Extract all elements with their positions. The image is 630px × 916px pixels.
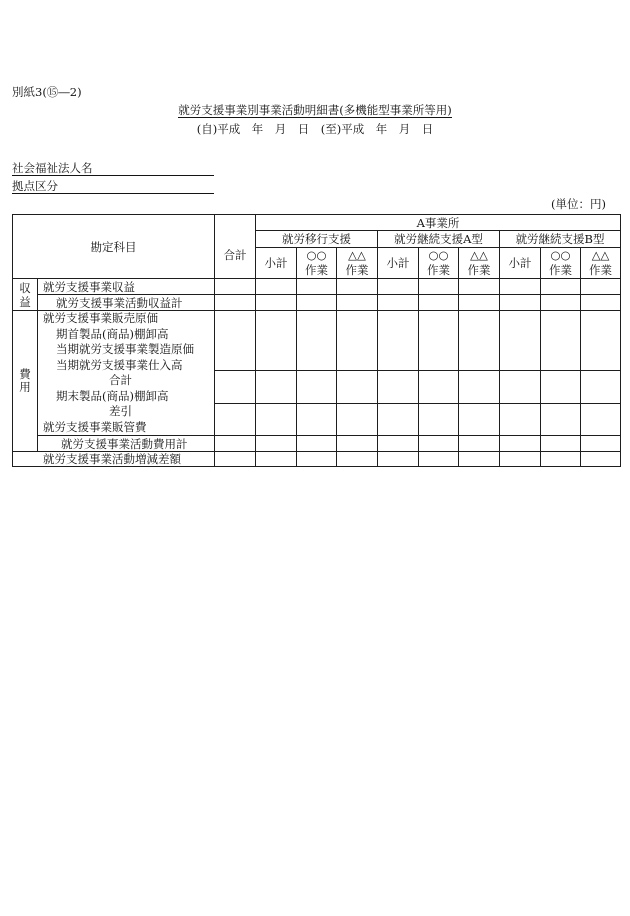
- total-header: 合計: [215, 215, 256, 279]
- header-row-office: [13, 215, 621, 231]
- work-triangle-header: [337, 248, 378, 279]
- amount-cell: [297, 404, 337, 436]
- amount-cell: [500, 452, 541, 467]
- work-circle-mark: ○○: [428, 248, 449, 262]
- amount-cell: [215, 295, 256, 311]
- amount-cell: [256, 279, 297, 295]
- amount-cell: [541, 371, 581, 404]
- amount-cell: [419, 371, 459, 404]
- amount-cell: [419, 452, 459, 467]
- amount-cell: [297, 371, 337, 404]
- expense-items-block: [38, 311, 215, 436]
- work-circle-header: [419, 248, 459, 279]
- work-triangle-word: 作業: [589, 263, 613, 277]
- expense-line-purchases: 当期就労支援事業仕入高: [56, 357, 183, 372]
- amount-cell: [581, 436, 621, 452]
- amount-cell: [419, 404, 459, 436]
- work-triangle-header: [581, 248, 621, 279]
- work-triangle-mark: △△: [348, 248, 366, 262]
- amount-cell: [419, 436, 459, 452]
- amount-cell: [256, 371, 297, 404]
- amount-cell: [541, 452, 581, 467]
- subtotal-header: 小計: [378, 248, 419, 279]
- amount-cell: [337, 436, 378, 452]
- amount-cell: [337, 295, 378, 311]
- amount-cell: [459, 295, 500, 311]
- revenue-total-item: 就労支援事業活動収益計: [38, 295, 215, 311]
- amount-cell: [215, 371, 256, 404]
- service-header-continuation-a: 就労継続支援A型: [378, 231, 500, 248]
- amount-cell: [500, 371, 541, 404]
- work-circle-mark: ○○: [306, 248, 327, 262]
- revenue-section-label: [13, 279, 38, 311]
- expense-section-text: 費用: [19, 367, 31, 394]
- amount-cell: [500, 436, 541, 452]
- title-container: [0, 103, 630, 118]
- amount-cell: [581, 279, 621, 295]
- amount-cell: [215, 311, 256, 371]
- amount-cell: [500, 404, 541, 436]
- expense-line-sga: 就労支援事業販管費: [43, 419, 147, 434]
- amount-cell: [337, 279, 378, 295]
- amount-cell: [459, 452, 500, 467]
- amount-cell: [215, 436, 256, 452]
- amount-cell: [419, 279, 459, 295]
- amount-cell: [297, 436, 337, 452]
- amount-cell: [500, 295, 541, 311]
- table-row-revenue-total: [13, 295, 621, 311]
- work-triangle-mark: △△: [470, 248, 488, 262]
- work-triangle-word: 作業: [467, 263, 491, 277]
- expense-section-label: [13, 311, 38, 452]
- work-circle-word: 作業: [549, 263, 572, 277]
- amount-cell: [581, 371, 621, 404]
- activity-statement-table: [12, 214, 621, 467]
- amount-cell: [297, 311, 337, 371]
- amount-cell: [581, 311, 621, 371]
- amount-cell: [459, 371, 500, 404]
- amount-cell: [256, 404, 297, 436]
- subtotal-header: 小計: [500, 248, 541, 279]
- amount-cell: [459, 436, 500, 452]
- expense-line-opening-inventory: 期首製品(商品)棚卸高: [56, 326, 169, 341]
- amount-cell: [459, 404, 500, 436]
- corporation-name-field: 社会福祉法人名: [12, 161, 214, 176]
- amount-cell: [500, 279, 541, 295]
- amount-cell: [378, 371, 419, 404]
- amount-cell: [378, 404, 419, 436]
- amount-cell: [215, 279, 256, 295]
- expense-line-difference: 差引: [109, 404, 132, 418]
- expense-line-cost-of-sales: 就労支援事業販売原価: [43, 311, 158, 325]
- amount-cell: [256, 295, 297, 311]
- amount-cell: [256, 436, 297, 452]
- amount-cell: [378, 452, 419, 467]
- work-triangle-word: 作業: [345, 263, 369, 277]
- document-title: 就労支援事業別事業活動明細書(多機能型事業所等用): [178, 103, 452, 117]
- amount-cell: [256, 311, 297, 371]
- attachment-label: 別紙3(⑮―2): [12, 85, 82, 99]
- amount-cell: [378, 279, 419, 295]
- amount-cell: [500, 311, 541, 371]
- expense-total-item: 就労支援事業活動費用計: [38, 436, 215, 452]
- amount-cell: [378, 436, 419, 452]
- table-row-net-difference: [13, 452, 621, 467]
- revenue-section-text: 収益: [19, 280, 31, 309]
- expense-line-sum: 合計: [109, 373, 132, 387]
- table-row-expense-total: [13, 436, 621, 452]
- work-circle-header: [297, 248, 337, 279]
- work-circle-header: [541, 248, 581, 279]
- work-circle-mark: ○○: [550, 248, 571, 262]
- expense-line-manufacturing-cost: 当期就労支援事業製造原価: [56, 342, 194, 356]
- period-line: (自)平成 年 月 日 (至)平成 年 月 日: [196, 122, 434, 136]
- amount-cell: [541, 295, 581, 311]
- amount-cell: [581, 452, 621, 467]
- account-header: 勘定科目: [13, 215, 215, 279]
- revenue-item: 就労支援事業収益: [38, 279, 215, 295]
- amount-cell: [541, 436, 581, 452]
- work-triangle-header: [459, 248, 500, 279]
- amount-cell: [541, 279, 581, 295]
- amount-cell: [541, 311, 581, 371]
- amount-cell: [337, 371, 378, 404]
- base-division-field: 拠点区分: [12, 179, 214, 194]
- amount-cell: [297, 295, 337, 311]
- amount-cell: [297, 279, 337, 295]
- subtotal-header: 小計: [256, 248, 297, 279]
- amount-cell: [337, 452, 378, 467]
- service-header-transition: 就労移行支援: [256, 231, 378, 248]
- amount-cell: [297, 452, 337, 467]
- work-circle-word: 作業: [427, 263, 450, 277]
- amount-cell: [459, 279, 500, 295]
- amount-cell: [581, 404, 621, 436]
- amount-cell: [419, 295, 459, 311]
- unit-label: (単位：円): [551, 197, 606, 211]
- table-row-expense-a: [13, 311, 621, 371]
- amount-cell: [215, 452, 256, 467]
- work-circle-word: 作業: [305, 263, 328, 277]
- amount-cell: [378, 311, 419, 371]
- amount-cell: [378, 295, 419, 311]
- net-difference-item: 就労支援事業活動増減差額: [13, 452, 215, 467]
- table-row-revenue: [13, 279, 621, 295]
- amount-cell: [581, 295, 621, 311]
- amount-cell: [419, 311, 459, 371]
- amount-cell: [215, 404, 256, 436]
- amount-cell: [337, 311, 378, 371]
- amount-cell: [256, 452, 297, 467]
- amount-cell: [541, 404, 581, 436]
- amount-cell: [337, 404, 378, 436]
- amount-cell: [459, 311, 500, 371]
- work-triangle-mark: △△: [591, 248, 610, 262]
- service-header-continuation-b: 就労継続支援B型: [500, 231, 621, 248]
- expense-line-closing-inventory: 期末製品(商品)棚卸高: [56, 388, 169, 403]
- office-header: A事業所: [256, 215, 621, 231]
